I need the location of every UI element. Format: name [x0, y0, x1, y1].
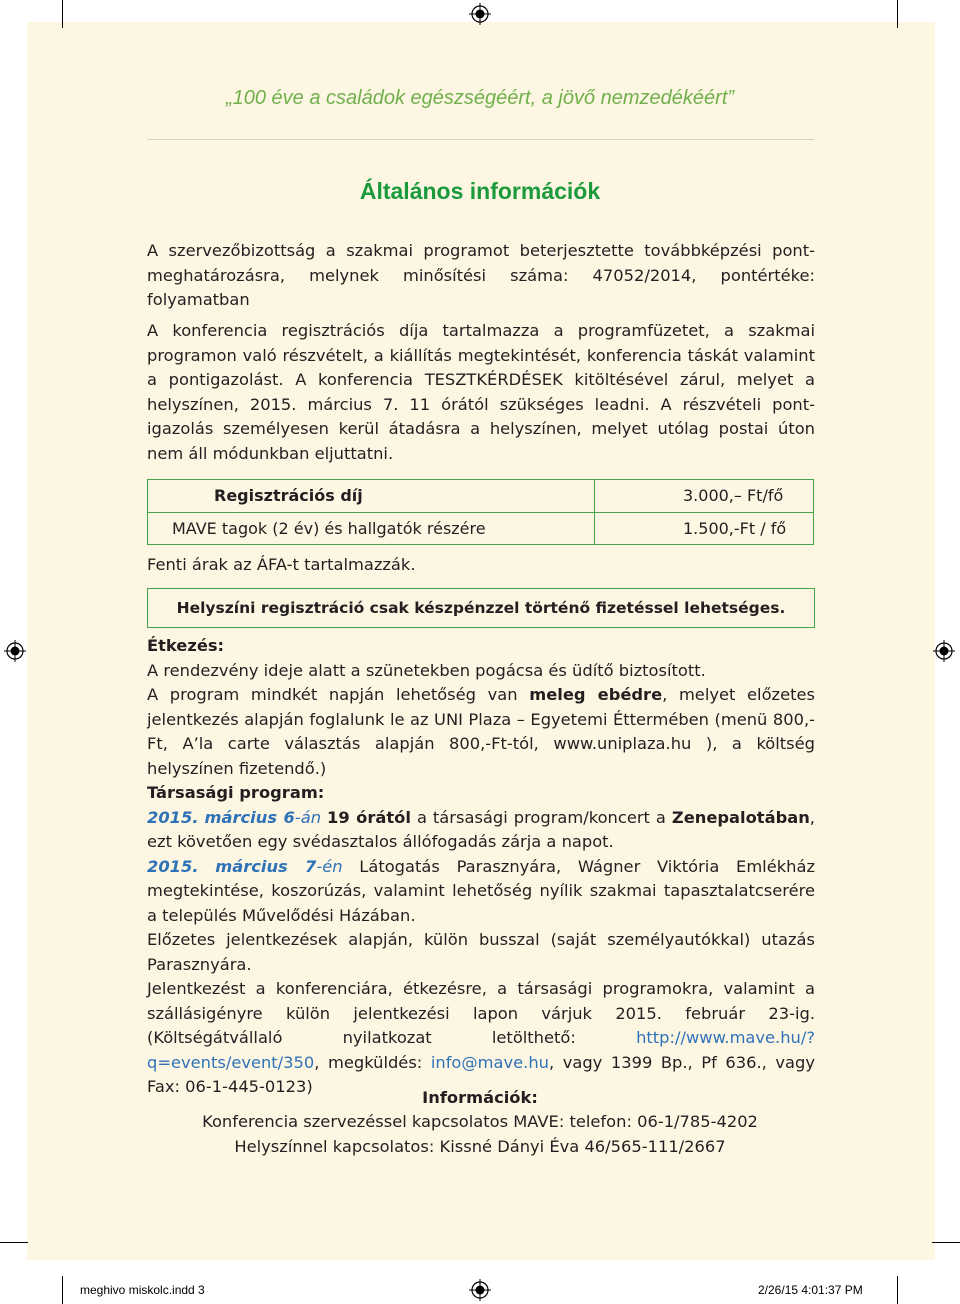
info-heading: Információk:	[422, 1088, 538, 1107]
catering-lunch	[147, 683, 815, 781]
event-text: a társasági program/koncert a	[410, 807, 672, 827]
vat-note: Fenti árak az ÁFA-t tartalmazzák.	[147, 555, 416, 574]
signup-text: , vagy 1399 Bp., Pf 636., vagy Fax: 06-1-445-0123)	[147, 1052, 815, 1096]
event-date-suffix: -én	[316, 856, 343, 876]
signup-text: , megküldés:	[314, 1052, 431, 1072]
page-title: Általános információk	[359, 178, 601, 204]
slug-timestamp: 2/26/15 4:01:37 PM	[758, 1283, 863, 1297]
event-text: Látogatás Parasznyára, Wágner Viktória Emlékház megtekintése, koszorúzás, valamint lehetőség nyílik szakmai tapasztalatcserére a település Művelődési Házában.	[147, 856, 815, 925]
event-1	[147, 806, 815, 855]
download-link[interactable]: http://www.mave.hu/?q=events/event/350	[147, 1028, 815, 1072]
event-time: 19 órától	[327, 807, 411, 827]
lunch-text: A program mindkét napján lehetőség van	[147, 685, 530, 704]
event-year: 2015.	[147, 807, 199, 827]
table-row	[148, 512, 814, 545]
table-row	[148, 480, 814, 513]
bus-note: Előzetes jelentkezések alapján, külön busszal (saját személyautókkal) utazás Parasznyára.	[147, 930, 815, 974]
crop-mark	[932, 1242, 960, 1243]
divider	[147, 139, 814, 140]
signup-note	[147, 977, 815, 1100]
info-venue: Helyszínnel kapcsolatos: Kissné Dányi Éva 46/565-111/2667	[234, 1137, 726, 1156]
fee-value: 3.000,– Ft/fő	[595, 480, 814, 513]
event-date-suffix: -án	[294, 807, 322, 827]
catering-snacks: A rendezvény ideje alatt a szünetekben pogácsa és üdítő biztosított.	[147, 660, 706, 680]
event-2	[147, 855, 815, 929]
info-organizer: Konferencia szervezéssel kapcsolatos MAVE: telefon: 06-1/785-4202	[202, 1112, 758, 1131]
fee-table	[147, 479, 814, 545]
lunch-highlight: meleg ebédre	[529, 685, 663, 704]
accreditation-paragraph: A szervezőbizottság a szakmai programot beterjesztette továbbképzési pont-meghatározásra, melynek minősítési száma: 47052/2014, pontértéke: folyamatban	[147, 241, 815, 309]
registration-mark-icon	[469, 3, 491, 25]
event-venue: Zenepalotában	[671, 807, 810, 827]
event-date: március 6	[204, 807, 295, 827]
registration-mark-icon	[4, 640, 26, 662]
fee-label: MAVE tagok (2 év) és hallgatók részére	[148, 512, 595, 545]
registration-mark-icon	[469, 1279, 491, 1301]
catering-heading: Étkezés:	[147, 636, 225, 655]
signup-text: Jelentkezést a konferenciára, étkezésre, a társasági programokra, valamint a szállásigényre külön jelentkezési lapon várjuk 2015. február 23-ig. (Költségátvállaló nyilatkozat letölthető:	[147, 979, 815, 1047]
catering-section	[147, 634, 815, 1100]
motto: „100 éve a családok egészségéért, a jövő nemzedékéért”	[225, 87, 735, 109]
crop-mark	[62, 1276, 63, 1304]
email-link[interactable]: info@mave.hu	[430, 1052, 549, 1072]
event-date: március 7	[215, 856, 317, 876]
crop-mark	[897, 1276, 898, 1304]
social-heading: Társasági program:	[147, 783, 325, 802]
cash-payment-notice: Helyszíni regisztráció csak készpénzzel történő fizetéssel lehetséges.	[147, 588, 815, 628]
crop-mark	[62, 0, 63, 28]
fee-includes-paragraph: A konferencia regisztrációs díja tartalmazza a programfüzetet, a szakmai programon való részvételt, a kiállítás megtekintését, konferencia táskát valamint a pontigazolást. A konferencia TESZTKÉRDÉSEK kitöltésével zárul, melyet a helyszínen, 2015. március 7. 11 órától szükséges leadni. A részvételi pont-igazolás személyesen kerül átadásra a helyszínen, melyet utólag postai úton nem áll módunkban eljuttatni.	[147, 321, 815, 463]
fee-label: Regisztrációs díj	[148, 480, 595, 513]
registration-mark-icon	[933, 640, 955, 662]
crop-mark	[0, 1242, 28, 1243]
lunch-text: , melyet előzetes jelentkezés alapján foglalunk le az UNI Plaza – Egyetemi Éttermében (menü 800,-Ft, A’la carte választás alapján 800,-Ft-tól, www.uniplaza.hu ), a költség helyszínen fizetendő.)	[147, 685, 815, 778]
event-year: 2015.	[147, 856, 199, 876]
event-text: , ezt követően egy svédasztalos állófogadás zárja a napot.	[147, 807, 815, 851]
fee-value: 1.500,-Ft / fő	[595, 512, 814, 545]
slug-filename: meghivo miskolc.indd 3	[80, 1283, 205, 1297]
crop-mark	[897, 0, 898, 28]
